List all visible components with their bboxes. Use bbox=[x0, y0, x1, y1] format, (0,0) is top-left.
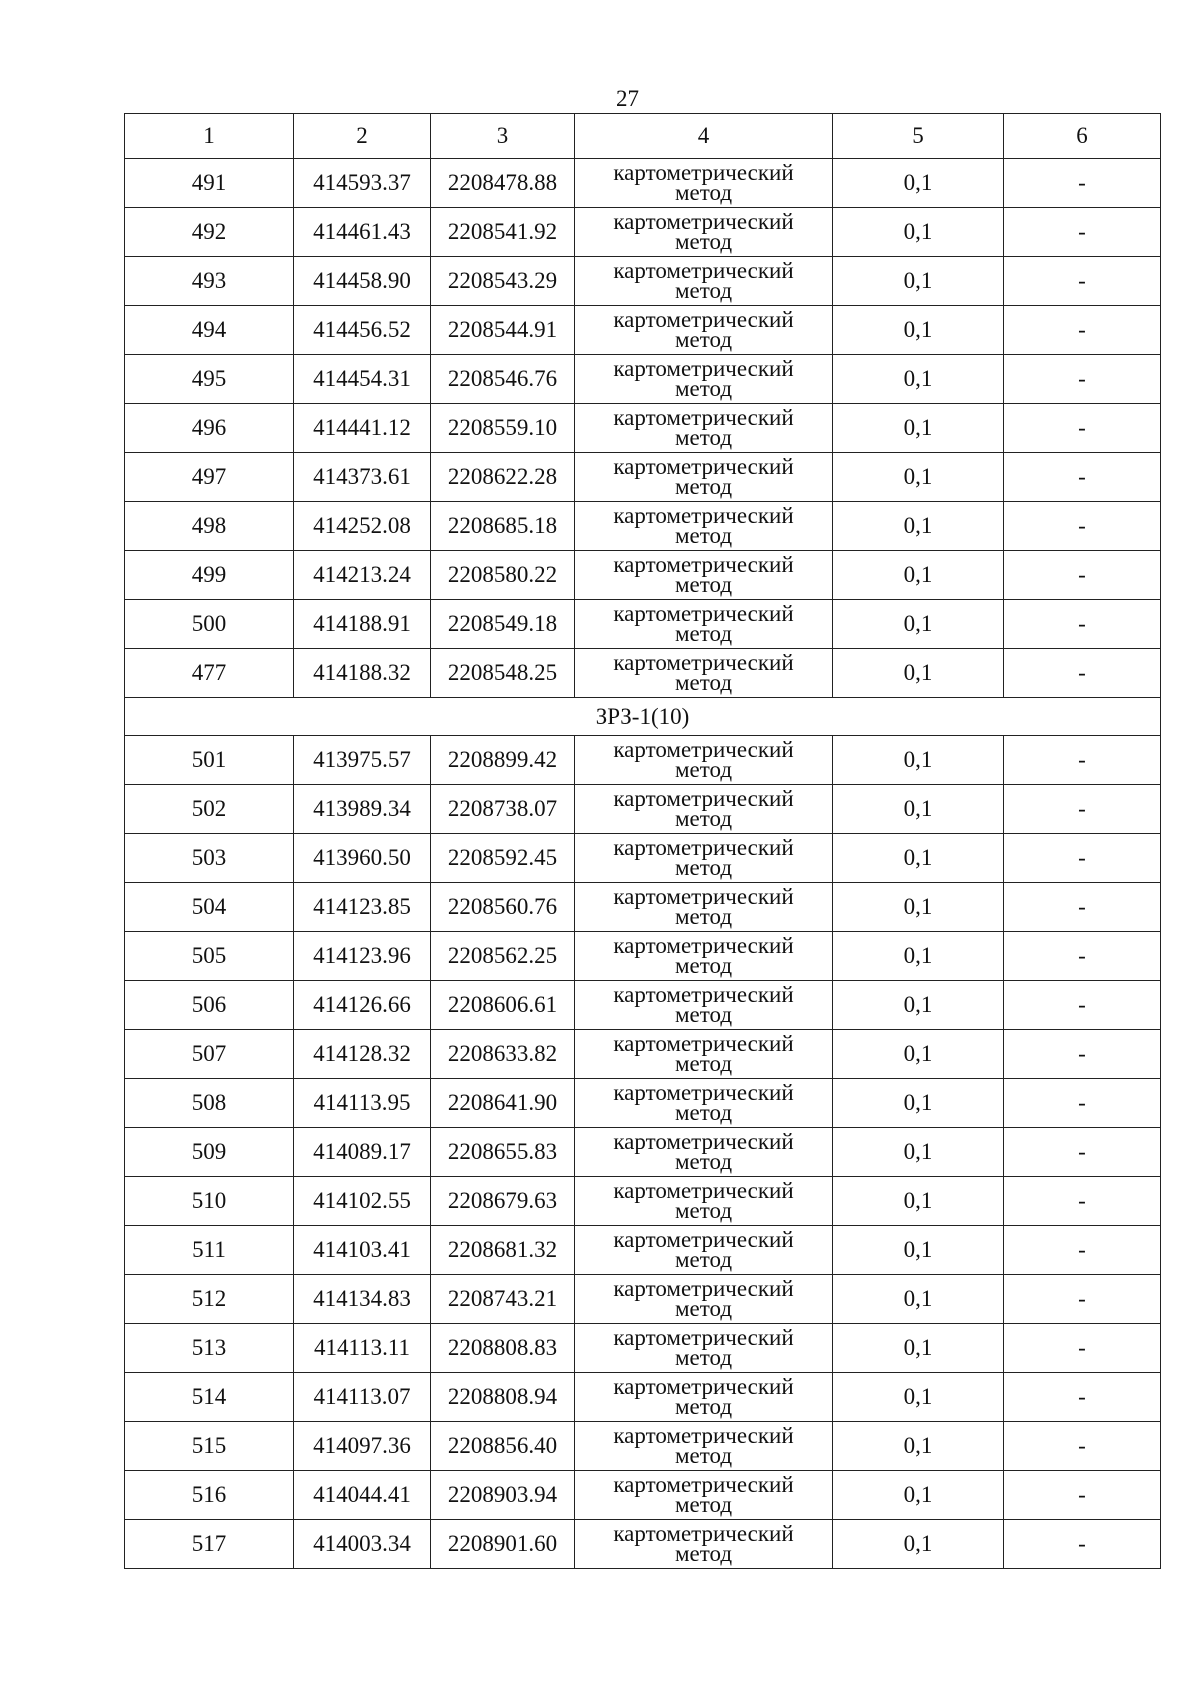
method-cell bbox=[575, 453, 833, 502]
accuracy-value: 0,1 bbox=[833, 1422, 1004, 1471]
method-cell bbox=[575, 502, 833, 551]
coordinate-x: 414441.12 bbox=[294, 404, 431, 453]
point-number: 477 bbox=[125, 649, 294, 698]
table-row bbox=[125, 306, 1161, 355]
coordinate-y: 2208548.25 bbox=[431, 649, 575, 698]
method-line-1: картометрический bbox=[613, 933, 794, 958]
method-line-2: метод bbox=[674, 806, 733, 831]
method-cell bbox=[575, 1030, 833, 1079]
description-value: - bbox=[1004, 404, 1161, 453]
accuracy-value: 0,1 bbox=[833, 649, 1004, 698]
method-line-1: картометрический bbox=[613, 1129, 794, 1154]
method-cell bbox=[575, 932, 833, 981]
method-line-2: метод bbox=[674, 1492, 733, 1517]
accuracy-value: 0,1 bbox=[833, 1275, 1004, 1324]
method-cell bbox=[575, 600, 833, 649]
coordinate-x: 414188.91 bbox=[294, 600, 431, 649]
method-cell bbox=[575, 1128, 833, 1177]
accuracy-value: 0,1 bbox=[833, 257, 1004, 306]
description-value: - bbox=[1004, 1128, 1161, 1177]
description-value: - bbox=[1004, 883, 1161, 932]
point-number: 501 bbox=[125, 736, 294, 785]
coordinate-x: 413975.57 bbox=[294, 736, 431, 785]
coordinate-x: 414454.31 bbox=[294, 355, 431, 404]
coordinate-x: 414003.34 bbox=[294, 1520, 431, 1569]
description-value: - bbox=[1004, 1422, 1161, 1471]
table-row bbox=[125, 502, 1161, 551]
accuracy-value: 0,1 bbox=[833, 1177, 1004, 1226]
coordinate-y: 2208743.21 bbox=[431, 1275, 575, 1324]
section-title: ЗРЗ-1(10) bbox=[125, 698, 1161, 736]
coordinate-x: 414103.41 bbox=[294, 1226, 431, 1275]
method-line-2: метод bbox=[674, 1541, 733, 1566]
method-cell bbox=[575, 649, 833, 698]
method-line-1: картометрический bbox=[613, 356, 794, 381]
coordinate-x: 414593.37 bbox=[294, 159, 431, 208]
table-row bbox=[125, 834, 1161, 883]
method-line-2: метод bbox=[674, 572, 733, 597]
method-line-1: картометрический bbox=[613, 601, 794, 626]
coordinate-y: 2208546.76 bbox=[431, 355, 575, 404]
coordinate-y: 2208543.29 bbox=[431, 257, 575, 306]
table-row bbox=[125, 257, 1161, 306]
method-cell bbox=[575, 981, 833, 1030]
table-row bbox=[125, 883, 1161, 932]
method-line-1: картометрический bbox=[613, 1472, 794, 1497]
table-row bbox=[125, 208, 1161, 257]
method-cell bbox=[575, 159, 833, 208]
method-line-2: метод bbox=[674, 1345, 733, 1370]
method-line-2: метод bbox=[674, 1051, 733, 1076]
table-row bbox=[125, 1373, 1161, 1422]
method-line-1: картометрический bbox=[613, 209, 794, 234]
method-line-1: картометрический bbox=[613, 160, 794, 185]
method-line-2: метод bbox=[674, 278, 733, 303]
accuracy-value: 0,1 bbox=[833, 453, 1004, 502]
point-number: 499 bbox=[125, 551, 294, 600]
point-number: 511 bbox=[125, 1226, 294, 1275]
method-line-2: метод bbox=[674, 1443, 733, 1468]
method-line-1: картометрический bbox=[613, 1521, 794, 1546]
description-value: - bbox=[1004, 453, 1161, 502]
point-number: 514 bbox=[125, 1373, 294, 1422]
method-cell bbox=[575, 1226, 833, 1275]
table-row bbox=[125, 1030, 1161, 1079]
method-line-1: картометрический bbox=[613, 650, 794, 675]
description-value: - bbox=[1004, 1030, 1161, 1079]
coordinate-x: 414113.11 bbox=[294, 1324, 431, 1373]
description-value: - bbox=[1004, 306, 1161, 355]
coordinate-x: 414123.85 bbox=[294, 883, 431, 932]
table-row bbox=[125, 600, 1161, 649]
point-number: 515 bbox=[125, 1422, 294, 1471]
table-row bbox=[125, 453, 1161, 502]
coordinate-x: 414113.95 bbox=[294, 1079, 431, 1128]
method-line-2: метод bbox=[674, 180, 733, 205]
method-line-2: метод bbox=[674, 523, 733, 548]
method-line-1: картометрический bbox=[613, 884, 794, 909]
accuracy-value: 0,1 bbox=[833, 1226, 1004, 1275]
accuracy-value: 0,1 bbox=[833, 1030, 1004, 1079]
method-line-2: метод bbox=[674, 1002, 733, 1027]
point-number: 510 bbox=[125, 1177, 294, 1226]
point-number: 492 bbox=[125, 208, 294, 257]
accuracy-value: 0,1 bbox=[833, 1128, 1004, 1177]
coordinate-y: 2208560.76 bbox=[431, 883, 575, 932]
table-row bbox=[125, 355, 1161, 404]
method-line-1: картометрический bbox=[613, 1423, 794, 1448]
coordinate-y: 2208903.94 bbox=[431, 1471, 575, 1520]
method-line-1: картометрический bbox=[613, 1276, 794, 1301]
description-value: - bbox=[1004, 1177, 1161, 1226]
point-number: 496 bbox=[125, 404, 294, 453]
point-number: 506 bbox=[125, 981, 294, 1030]
accuracy-value: 0,1 bbox=[833, 1079, 1004, 1128]
method-cell bbox=[575, 551, 833, 600]
coordinate-x: 413989.34 bbox=[294, 785, 431, 834]
method-line-1: картометрический bbox=[613, 258, 794, 283]
accuracy-value: 0,1 bbox=[833, 600, 1004, 649]
coordinate-y: 2208549.18 bbox=[431, 600, 575, 649]
description-value: - bbox=[1004, 551, 1161, 600]
method-cell bbox=[575, 208, 833, 257]
accuracy-value: 0,1 bbox=[833, 502, 1004, 551]
table-row bbox=[125, 1128, 1161, 1177]
coordinate-x: 414213.24 bbox=[294, 551, 431, 600]
point-number: 495 bbox=[125, 355, 294, 404]
description-value: - bbox=[1004, 159, 1161, 208]
point-number: 509 bbox=[125, 1128, 294, 1177]
method-cell bbox=[575, 1079, 833, 1128]
coordinate-x: 413960.50 bbox=[294, 834, 431, 883]
point-number: 507 bbox=[125, 1030, 294, 1079]
coordinate-x: 414097.36 bbox=[294, 1422, 431, 1471]
table-row bbox=[125, 981, 1161, 1030]
point-number: 491 bbox=[125, 159, 294, 208]
point-number: 508 bbox=[125, 1079, 294, 1128]
accuracy-value: 0,1 bbox=[833, 1324, 1004, 1373]
table-row bbox=[125, 1079, 1161, 1128]
point-number: 517 bbox=[125, 1520, 294, 1569]
method-cell bbox=[575, 404, 833, 453]
description-value: - bbox=[1004, 208, 1161, 257]
coordinate-x: 414252.08 bbox=[294, 502, 431, 551]
accuracy-value: 0,1 bbox=[833, 208, 1004, 257]
description-value: - bbox=[1004, 1373, 1161, 1422]
coordinate-x: 414089.17 bbox=[294, 1128, 431, 1177]
coordinate-y: 2208681.32 bbox=[431, 1226, 575, 1275]
coordinate-y: 2208899.42 bbox=[431, 736, 575, 785]
table-row bbox=[125, 159, 1161, 208]
method-line-1: картометрический bbox=[613, 982, 794, 1007]
method-line-1: картометрический bbox=[613, 1080, 794, 1105]
coordinates-table-body bbox=[125, 114, 1161, 1569]
method-line-1: картометрический bbox=[613, 786, 794, 811]
coordinate-x: 414188.32 bbox=[294, 649, 431, 698]
table-row bbox=[125, 404, 1161, 453]
header-cell-1: 1 bbox=[125, 114, 294, 159]
coordinate-x: 414126.66 bbox=[294, 981, 431, 1030]
accuracy-value: 0,1 bbox=[833, 404, 1004, 453]
method-line-2: метод bbox=[674, 855, 733, 880]
section-row bbox=[125, 698, 1161, 736]
coordinate-y: 2208685.18 bbox=[431, 502, 575, 551]
method-line-2: метод bbox=[674, 474, 733, 499]
header-cell-2: 2 bbox=[294, 114, 431, 159]
description-value: - bbox=[1004, 932, 1161, 981]
point-number: 513 bbox=[125, 1324, 294, 1373]
description-value: - bbox=[1004, 502, 1161, 551]
description-value: - bbox=[1004, 600, 1161, 649]
point-number: 502 bbox=[125, 785, 294, 834]
method-line-2: метод bbox=[674, 376, 733, 401]
table-row bbox=[125, 1324, 1161, 1373]
method-line-1: картометрический bbox=[613, 835, 794, 860]
method-line-2: метод bbox=[674, 1296, 733, 1321]
coordinate-y: 2208606.61 bbox=[431, 981, 575, 1030]
table-row bbox=[125, 1471, 1161, 1520]
method-line-2: метод bbox=[674, 327, 733, 352]
coordinate-y: 2208738.07 bbox=[431, 785, 575, 834]
method-cell bbox=[575, 883, 833, 932]
method-cell bbox=[575, 355, 833, 404]
method-line-1: картометрический bbox=[613, 552, 794, 577]
coordinate-x: 414461.43 bbox=[294, 208, 431, 257]
method-line-1: картометрический bbox=[613, 454, 794, 479]
table-row bbox=[125, 1520, 1161, 1569]
table-row bbox=[125, 1422, 1161, 1471]
description-value: - bbox=[1004, 785, 1161, 834]
table-row bbox=[125, 1226, 1161, 1275]
method-cell bbox=[575, 257, 833, 306]
point-number: 494 bbox=[125, 306, 294, 355]
table-row bbox=[125, 785, 1161, 834]
coordinate-y: 2208633.82 bbox=[431, 1030, 575, 1079]
header-row bbox=[125, 114, 1161, 159]
coordinate-y: 2208655.83 bbox=[431, 1128, 575, 1177]
coordinate-x: 414044.41 bbox=[294, 1471, 431, 1520]
method-line-2: метод bbox=[674, 1198, 733, 1223]
coordinate-y: 2208808.94 bbox=[431, 1373, 575, 1422]
description-value: - bbox=[1004, 1324, 1161, 1373]
method-line-1: картометрический bbox=[613, 503, 794, 528]
coordinate-y: 2208478.88 bbox=[431, 159, 575, 208]
description-value: - bbox=[1004, 649, 1161, 698]
accuracy-value: 0,1 bbox=[833, 834, 1004, 883]
method-cell bbox=[575, 1275, 833, 1324]
method-line-1: картометрический bbox=[613, 405, 794, 430]
table-row bbox=[125, 649, 1161, 698]
coordinate-x: 414123.96 bbox=[294, 932, 431, 981]
coordinate-x: 414128.32 bbox=[294, 1030, 431, 1079]
table-row bbox=[125, 1275, 1161, 1324]
point-number: 493 bbox=[125, 257, 294, 306]
coordinate-y: 2208562.25 bbox=[431, 932, 575, 981]
point-number: 512 bbox=[125, 1275, 294, 1324]
accuracy-value: 0,1 bbox=[833, 551, 1004, 600]
method-line-2: метод bbox=[674, 953, 733, 978]
method-line-1: картометрический bbox=[613, 1374, 794, 1399]
header-cell-6: 6 bbox=[1004, 114, 1161, 159]
method-line-2: метод bbox=[674, 1149, 733, 1174]
description-value: - bbox=[1004, 1471, 1161, 1520]
coordinate-y: 2208856.40 bbox=[431, 1422, 575, 1471]
method-line-2: метод bbox=[674, 757, 733, 782]
method-line-2: метод bbox=[674, 229, 733, 254]
accuracy-value: 0,1 bbox=[833, 883, 1004, 932]
coordinate-y: 2208679.63 bbox=[431, 1177, 575, 1226]
method-cell bbox=[575, 1177, 833, 1226]
accuracy-value: 0,1 bbox=[833, 1471, 1004, 1520]
description-value: - bbox=[1004, 1275, 1161, 1324]
table-row bbox=[125, 736, 1161, 785]
method-line-2: метод bbox=[674, 621, 733, 646]
description-value: - bbox=[1004, 981, 1161, 1030]
method-line-2: метод bbox=[674, 1100, 733, 1125]
method-line-2: метод bbox=[674, 904, 733, 929]
point-number: 497 bbox=[125, 453, 294, 502]
method-cell bbox=[575, 1373, 833, 1422]
description-value: - bbox=[1004, 355, 1161, 404]
coordinate-x: 414458.90 bbox=[294, 257, 431, 306]
method-line-1: картометрический bbox=[613, 1325, 794, 1350]
method-cell bbox=[575, 834, 833, 883]
method-cell bbox=[575, 736, 833, 785]
table-row bbox=[125, 1177, 1161, 1226]
accuracy-value: 0,1 bbox=[833, 932, 1004, 981]
point-number: 503 bbox=[125, 834, 294, 883]
accuracy-value: 0,1 bbox=[833, 981, 1004, 1030]
method-line-1: картометрический bbox=[613, 1031, 794, 1056]
description-value: - bbox=[1004, 1079, 1161, 1128]
method-cell bbox=[575, 306, 833, 355]
method-cell bbox=[575, 1422, 833, 1471]
coordinate-x: 414102.55 bbox=[294, 1177, 431, 1226]
method-cell bbox=[575, 785, 833, 834]
description-value: - bbox=[1004, 1226, 1161, 1275]
coordinate-x: 414373.61 bbox=[294, 453, 431, 502]
coordinate-y: 2208580.22 bbox=[431, 551, 575, 600]
coordinate-y: 2208544.91 bbox=[431, 306, 575, 355]
coordinates-table bbox=[124, 113, 1161, 1569]
point-number: 500 bbox=[125, 600, 294, 649]
accuracy-value: 0,1 bbox=[833, 1520, 1004, 1569]
table-row bbox=[125, 932, 1161, 981]
accuracy-value: 0,1 bbox=[833, 736, 1004, 785]
coordinate-y: 2208622.28 bbox=[431, 453, 575, 502]
coordinate-y: 2208808.83 bbox=[431, 1324, 575, 1373]
point-number: 498 bbox=[125, 502, 294, 551]
method-line-2: метод bbox=[674, 1394, 733, 1419]
coordinate-y: 2208901.60 bbox=[431, 1520, 575, 1569]
coordinate-y: 2208641.90 bbox=[431, 1079, 575, 1128]
table-row bbox=[125, 551, 1161, 600]
method-line-2: метод bbox=[674, 1247, 733, 1272]
accuracy-value: 0,1 bbox=[833, 159, 1004, 208]
coordinate-x: 414456.52 bbox=[294, 306, 431, 355]
coordinate-y: 2208559.10 bbox=[431, 404, 575, 453]
description-value: - bbox=[1004, 257, 1161, 306]
accuracy-value: 0,1 bbox=[833, 355, 1004, 404]
header-cell-3: 3 bbox=[431, 114, 575, 159]
point-number: 504 bbox=[125, 883, 294, 932]
method-line-1: картометрический bbox=[613, 1178, 794, 1203]
description-value: - bbox=[1004, 834, 1161, 883]
accuracy-value: 0,1 bbox=[833, 306, 1004, 355]
coordinate-x: 414113.07 bbox=[294, 1373, 431, 1422]
description-value: - bbox=[1004, 736, 1161, 785]
description-value: - bbox=[1004, 1520, 1161, 1569]
method-line-1: картометрический bbox=[613, 307, 794, 332]
coordinate-y: 2208592.45 bbox=[431, 834, 575, 883]
method-line-2: метод bbox=[674, 670, 733, 695]
method-line-1: картометрический bbox=[613, 1227, 794, 1252]
method-cell bbox=[575, 1324, 833, 1373]
coordinate-x: 414134.83 bbox=[294, 1275, 431, 1324]
accuracy-value: 0,1 bbox=[833, 1373, 1004, 1422]
method-cell bbox=[575, 1471, 833, 1520]
header-cell-5: 5 bbox=[833, 114, 1004, 159]
method-line-2: метод bbox=[674, 425, 733, 450]
page-number: 27 bbox=[616, 86, 639, 111]
point-number: 505 bbox=[125, 932, 294, 981]
point-number: 516 bbox=[125, 1471, 294, 1520]
header-cell-4: 4 bbox=[575, 114, 833, 159]
accuracy-value: 0,1 bbox=[833, 785, 1004, 834]
method-cell bbox=[575, 1520, 833, 1569]
method-line-1: картометрический bbox=[613, 737, 794, 762]
coordinate-y: 2208541.92 bbox=[431, 208, 575, 257]
